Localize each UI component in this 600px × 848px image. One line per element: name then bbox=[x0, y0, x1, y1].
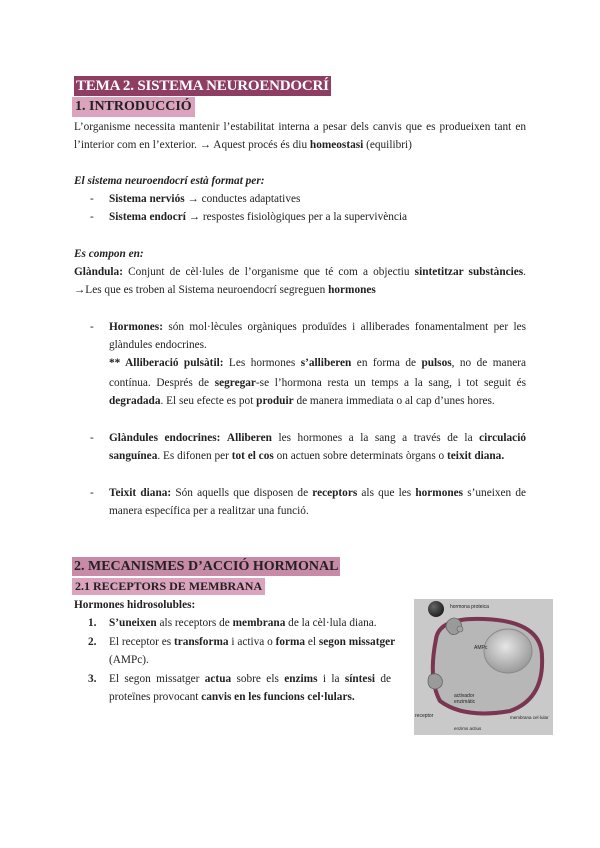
format-heading-text: El sistema neuroendocrí està format per: bbox=[74, 175, 265, 187]
pulsatil-l3a: degradada bbox=[109, 395, 161, 407]
intro-text-1: L’organisme necessita mantenir l’estabilitat interna a pesar dels canvis que es produeixen tant en bbox=[74, 121, 526, 133]
hidro-heading-text: Hormones hidrosolubles: bbox=[74, 599, 196, 611]
nucleus bbox=[484, 629, 532, 673]
step-number: 1. bbox=[88, 617, 97, 629]
receptor-label: receptor bbox=[415, 713, 434, 719]
intro-text-2a: l’interior com en l’exterior. → Aquest procés és diu bbox=[74, 139, 310, 151]
intro-line-2 bbox=[74, 136, 526, 154]
glandules-t2: Alliberen bbox=[226, 432, 272, 444]
pulsatil-l2a: contínua. Després de bbox=[109, 377, 215, 389]
intro-line-1 bbox=[74, 118, 526, 136]
ampc-label: AMPc bbox=[474, 645, 488, 651]
glandula-text-2: →Les que es troben al Sistema neuroendocrí segreguen bbox=[74, 284, 329, 296]
glandules-bold: Glàndules endocrines: bbox=[109, 432, 221, 444]
enzyme-icon bbox=[457, 626, 463, 632]
bullet-dash: - bbox=[90, 432, 94, 444]
glandules-t4: circulació bbox=[479, 432, 526, 444]
pulsatil-l3c: produir bbox=[256, 395, 294, 407]
compon-heading bbox=[74, 245, 144, 263]
pulsatil-l3d: de manera immediata o al cap d’unes hores. bbox=[293, 395, 495, 407]
teixit-t1: Són aquells que disposen de bbox=[171, 487, 313, 499]
section-2-heading bbox=[72, 557, 340, 576]
cell-receptor-figure bbox=[414, 599, 553, 735]
bullet-dash: - bbox=[90, 193, 94, 205]
glandules-l2a: sanguínea bbox=[109, 450, 158, 462]
pulsatil-t2: s’alliberen bbox=[300, 357, 352, 369]
glandules-l2c: tot el cos bbox=[231, 450, 274, 462]
hormone-label: hormona proteica bbox=[450, 604, 489, 610]
step-number: 2. bbox=[88, 636, 97, 648]
step3-f: síntesi bbox=[344, 673, 375, 685]
format-item-1-bold: Sistema nerviós bbox=[109, 193, 185, 205]
step2-e: el bbox=[305, 636, 319, 648]
membrane-label: membrana cel·lular bbox=[510, 715, 549, 720]
step3-g: de bbox=[374, 673, 392, 685]
format-item-2-rest: → respostes fisiològiques per a la supervivència bbox=[185, 211, 408, 223]
bullet-dash: - bbox=[90, 321, 94, 333]
pulsatil-bold: Alliberació pulsàtil: bbox=[125, 357, 224, 369]
step3-e: i la bbox=[317, 673, 345, 685]
pulsatil-t3: en forma de bbox=[351, 357, 422, 369]
subsection-heading-text: 2.1 RECEPTORS DE MEMBRANA bbox=[75, 579, 263, 593]
bullet-dash: - bbox=[90, 211, 94, 223]
bullet-dash: - bbox=[90, 487, 94, 499]
hidro-heading bbox=[74, 596, 195, 614]
teixit-t3: als que les bbox=[357, 487, 416, 499]
section-1-heading-text: 1. INTRODUCCIÓ bbox=[75, 99, 192, 114]
hormones-text-2: glàndules endocrines. bbox=[109, 339, 207, 351]
glandules-t3: les hormones a la sang a través de la bbox=[271, 432, 480, 444]
page-title bbox=[74, 76, 331, 96]
section-1-heading bbox=[72, 97, 195, 117]
pulsatil-t5: , no de manera bbox=[451, 357, 527, 369]
teixit-bold: Teixit diana: bbox=[109, 487, 172, 499]
step2-c: i activa o bbox=[228, 636, 276, 648]
step1-b: als receptors de bbox=[156, 617, 233, 629]
step3-i: canvis en les funcions cel·lulars. bbox=[201, 691, 355, 703]
pulsatil-l2b: segregar bbox=[214, 377, 256, 389]
glandula-end: . bbox=[523, 266, 526, 278]
page-title-text: TEMA 2. SISTEMA NEUROENDOCRÍ bbox=[76, 78, 329, 94]
teixit-text-2: manera específica per a realitzar una funció. bbox=[109, 505, 309, 517]
step2-f: segon missatger bbox=[318, 636, 396, 648]
intro-text-2c: (equilibri) bbox=[363, 139, 412, 151]
pulsatil-t4: pulsos bbox=[421, 357, 452, 369]
step2-b: transforma bbox=[173, 636, 229, 648]
pulsatil-l3b: . El seu efecte es pot bbox=[160, 395, 257, 407]
receptor-bottom-icon bbox=[428, 674, 442, 689]
pulsatil-asterisks: ** bbox=[109, 357, 126, 369]
sintetitzar-term: sintetitzar substàncies bbox=[414, 266, 524, 278]
teixit-t5: s’uneixen de bbox=[463, 487, 526, 499]
step1-c: membrana bbox=[232, 617, 286, 629]
teixit-t4: hormones bbox=[415, 487, 464, 499]
step2-g: (AMPc). bbox=[109, 654, 149, 666]
step1-a: S’uneixen bbox=[109, 617, 157, 629]
subsection-heading bbox=[72, 578, 265, 595]
activador-label: activador enzimàtic bbox=[454, 693, 476, 705]
step2-a: El receptor es bbox=[109, 636, 174, 648]
glandula-line-1 bbox=[74, 263, 526, 281]
hormones-text-1: són mol·lècules orgàniques produïdes i alliberades fonamentalment per les bbox=[162, 321, 526, 333]
hormones-bold: Hormones: bbox=[109, 321, 163, 333]
glandula-text: Conjunt de cèl·lules de l’organisme que té com a objectiu bbox=[122, 266, 415, 278]
glandules-l2b: . Es difonen per bbox=[157, 450, 232, 462]
step-number: 3. bbox=[88, 673, 97, 685]
homeostasi-term: homeostasi bbox=[309, 139, 364, 151]
hormone-icon bbox=[428, 601, 444, 617]
glandules-l2d: on actuen sobre determinats òrgans o bbox=[273, 450, 448, 462]
format-item-1-rest: → conductes adaptatives bbox=[184, 193, 301, 205]
step3-d: enzims bbox=[284, 673, 318, 685]
enzims-label: enzims actius bbox=[454, 726, 482, 731]
section-2-heading-text: 2. MECANISMES D’ACCIÓ HORMONAL bbox=[74, 559, 339, 574]
teixit-t2: receptors bbox=[312, 487, 358, 499]
step3-h: proteïnes provocant bbox=[109, 691, 202, 703]
glandules-l2e: teixit diana. bbox=[447, 450, 505, 462]
step1-d: de la cèl·lula diana. bbox=[285, 617, 377, 629]
step3-c: sobre els bbox=[231, 673, 285, 685]
step3-b: actua bbox=[204, 673, 232, 685]
hormones-term: hormones bbox=[328, 284, 376, 296]
compon-heading-text: Es compon en: bbox=[74, 248, 144, 260]
format-heading bbox=[74, 172, 264, 190]
step3-a: El segon missatger bbox=[109, 673, 205, 685]
format-item-2-bold: Sistema endocrí bbox=[109, 211, 186, 223]
glandula-line-2 bbox=[74, 281, 376, 299]
step2-d: forma bbox=[275, 636, 306, 648]
glandula-term: Glàndula: bbox=[74, 266, 123, 278]
pulsatil-l2c: -se l’hormona resta un temps a la sang, i tot seguit és bbox=[255, 377, 527, 389]
pulsatil-t1: Les hormones bbox=[223, 357, 301, 369]
